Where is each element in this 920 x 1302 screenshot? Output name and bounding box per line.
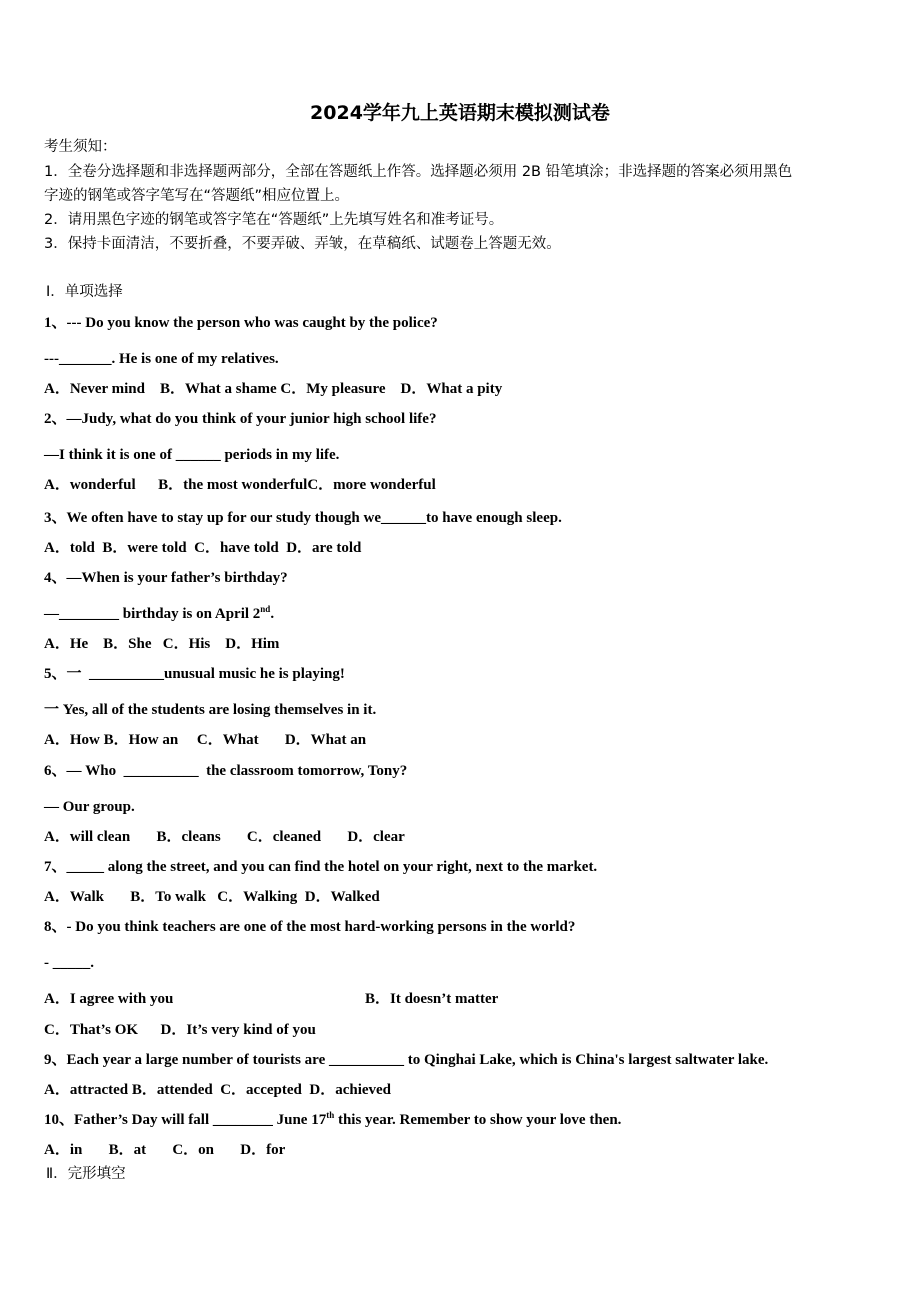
q4-reply bbox=[44, 604, 275, 622]
q5-reply: 一 Yes, all of the students are losing themselves in it. bbox=[44, 702, 377, 718]
section-heading-single-choice: Ⅰ．单项选择 bbox=[46, 284, 123, 300]
q10-stem-superscript: th bbox=[326, 1110, 335, 1120]
notice-line-1: 1．全卷分选择题和非选择题两部分，全部在答题纸上作答。选择题必须用 2B 铅笔填涂；非选择题的答案必须用黑色 bbox=[44, 164, 793, 180]
q10-stem-end: this year. Remember to show your love then. bbox=[334, 1112, 622, 1128]
notice-line-3: 3．保持卡面清洁，不要折叠，不要弄破、弄皱，在草稿纸、试题卷上答题无效。 bbox=[44, 236, 561, 252]
q4-reply-text: —________ birthday is on April 2 bbox=[44, 606, 261, 622]
q7-options: A．Walk B．To walk C．Walking D．Walked bbox=[44, 889, 380, 905]
q9-options: A．attracted B．attended C．accepted D．achieved bbox=[44, 1082, 392, 1098]
notice-line-1b: 字迹的钢笔或答字笔写在“答题纸”相应位置上。 bbox=[44, 188, 350, 204]
q8-option-b: B．It doesn’t matter bbox=[365, 991, 499, 1007]
q10-stem-text: 10、Father’s Day will fall ________ June 17 bbox=[44, 1112, 327, 1128]
q8-stem: 8、- Do you think teachers are one of the most hard-working persons in the world? bbox=[44, 919, 576, 935]
q4-options: A．He B．She C．His D．Him bbox=[44, 636, 280, 652]
q4-stem: 4、—When is your father’s birthday? bbox=[44, 570, 288, 586]
q9-stem: 9、Each year a large number of tourists are __________ to Qinghai Lake, which is China's largest saltwater lake. bbox=[44, 1052, 769, 1068]
q8-options-cd: C．That’s OK D．It’s very kind of you bbox=[44, 1022, 316, 1038]
notice-heading: 考生须知： bbox=[44, 139, 117, 155]
page-title: 2024学年九上英语期末模拟测试卷 bbox=[310, 102, 610, 124]
q4-reply-end: . bbox=[270, 606, 275, 622]
q2-stem: 2、—Judy, what do you think of your junior high school life? bbox=[44, 411, 437, 427]
q3-options: A．told B．were told C．have told D．are told bbox=[44, 540, 362, 556]
q1-options: A．Never mind B．What a shame C．My pleasure D．What a pity bbox=[44, 381, 503, 397]
q4-reply-superscript: nd bbox=[260, 604, 271, 614]
q6-stem: 6、— Who __________ the classroom tomorrow, Tony? bbox=[44, 763, 408, 779]
q5-options: A．How B．How an C．What D．What an bbox=[44, 732, 367, 748]
q2-options: A．wonderful B．the most wonderfulC．more wonderful bbox=[44, 477, 436, 493]
q6-options: A．will clean B．cleans C．cleaned D．clear bbox=[44, 829, 405, 845]
q10-options: A．in B．at C．on D．for bbox=[44, 1142, 286, 1158]
q8-option-a: A．I agree with you bbox=[44, 991, 174, 1007]
section-heading-cloze: Ⅱ．完形填空 bbox=[46, 1166, 126, 1182]
q1-stem: 1、--- Do you know the person who was caught by the police? bbox=[44, 315, 438, 331]
q1-reply: ---_______. He is one of my relatives. bbox=[44, 351, 279, 367]
q7-stem: 7、_____ along the street, and you can find the hotel on your right, next to the market. bbox=[44, 859, 598, 875]
q2-reply: —I think it is one of ______ periods in my life. bbox=[44, 447, 340, 463]
q8-reply: - _____. bbox=[44, 955, 94, 971]
q5-stem: 5、一 __________unusual music he is playing! bbox=[44, 666, 345, 682]
q3-stem: 3、We often have to stay up for our study though we______to have enough sleep. bbox=[44, 510, 562, 526]
q6-reply: — Our group. bbox=[44, 799, 135, 815]
q10-stem bbox=[44, 1110, 622, 1128]
notice-line-2: 2．请用黑色字迹的钢笔或答字笔在“答题纸”上先填写姓名和准考证号。 bbox=[44, 212, 504, 228]
